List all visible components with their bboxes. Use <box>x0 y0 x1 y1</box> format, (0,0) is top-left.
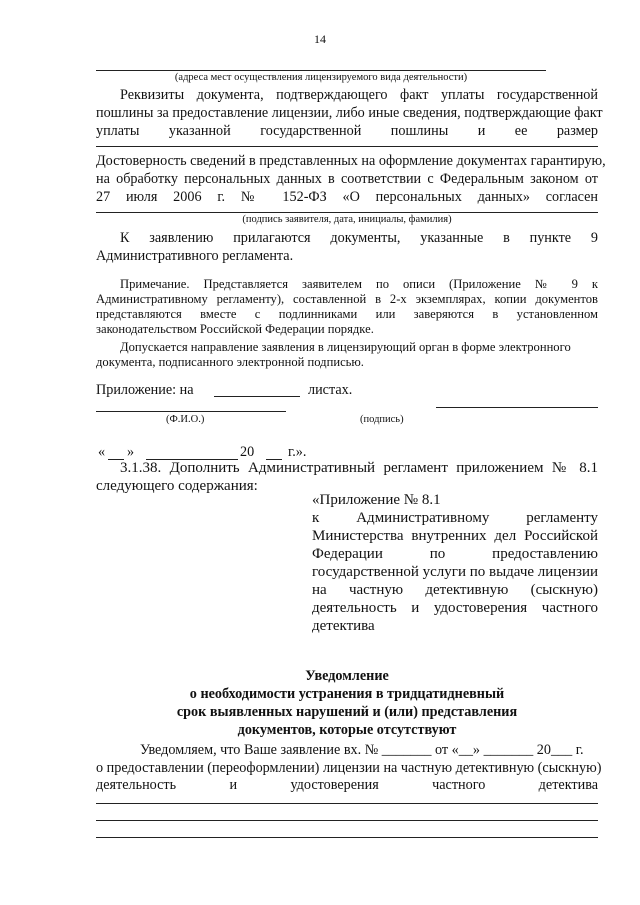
reliability-line-1: Достоверность сведений в представленных на оформление документах гарантирую, <box>96 153 606 169</box>
date-close-quote: » <box>127 444 135 460</box>
header-line-1: «Приложение № 8.1 <box>312 492 441 508</box>
date-year-suffix: г.». <box>288 444 307 460</box>
title-line-1: Уведомление <box>305 668 389 684</box>
title-line-3: срок выявленных нарушений и (или) представления <box>176 704 518 720</box>
electronic-line-1: Допускается направление заявления в лицензирующий орган в форме электронного <box>120 340 571 354</box>
note-line-2: Административному регламенту), составленной в 2-х экземплярах, копии документов <box>96 292 598 306</box>
title-line-2: о необходимости устранения в тридцатидневный <box>189 686 505 702</box>
page-number: 14 <box>314 32 326 46</box>
appendix-pages-blank <box>214 396 300 397</box>
header-line-6: на частную детективную (сыскную) <box>312 582 598 598</box>
blank-line-3 <box>96 837 598 838</box>
header-line-2: к Административному регламенту <box>312 510 598 526</box>
blank-line-2 <box>96 820 598 821</box>
attached-line-1: К заявлению прилагаются документы, указанные в пункте 9 <box>120 230 598 246</box>
header-line-8: детектива <box>312 618 375 634</box>
note-line-4: законодательством Российской Федерации порядке. <box>96 322 374 336</box>
appendix-prefix: Приложение: на <box>96 382 194 398</box>
reliability-line-3: 27 июля 2006 г. № 152-ФЗ «О персональных данных» согласен <box>96 189 598 205</box>
header-line-4: Федерации по предоставлению <box>312 546 598 562</box>
signature-caption: (подпись заявителя, дата, инициалы, фамилия) <box>242 214 452 225</box>
header-line-7: деятельность и удостоверения частного <box>312 600 598 616</box>
address-caption: (адреса мест осуществления лицензируемого вида деятельности) <box>174 72 468 83</box>
appendix-suffix: листах. <box>308 382 353 398</box>
note-line-3: представляются вместе с подлинниками или заверяются в установленном <box>96 307 598 321</box>
amendment-line-2: следующего содержания: <box>96 478 258 494</box>
notify-line-3: деятельность и удостоверения частного детектива <box>96 777 598 793</box>
amendment-line-1: 3.1.38. Дополнить Административный регламент приложением № 8.1 <box>120 460 598 476</box>
fio-underline <box>96 411 286 412</box>
note-line-1: Примечание. Представляется заявителем по описи (Приложение № 9 к <box>120 277 598 291</box>
address-underline <box>96 70 546 71</box>
notify-line-2: о предоставлении (переоформлении) лицензии на частную детективную (сыскную) <box>96 760 602 776</box>
blank-line-1 <box>96 803 598 804</box>
requisites-underline <box>96 146 598 147</box>
sign-caption: (подпись) <box>360 414 404 425</box>
title-line-4: документов, которые отсутствуют <box>237 722 457 738</box>
date-open-quote: « <box>98 444 106 460</box>
requisites-line-1: Реквизиты документа, подтверждающего факт уплаты государственной <box>120 87 598 103</box>
sign-underline <box>436 407 598 408</box>
requisites-line-3: уплаты указанной государственной пошлины и ее размер <box>96 123 598 139</box>
header-line-3: Министерства внутренних дел Российской <box>312 528 598 544</box>
signature-underline <box>96 212 598 213</box>
electronic-line-2: документа, подписанного электронной подписью. <box>96 355 364 369</box>
requisites-line-2: пошлины за предоставление лицензии, либо иные сведения, подтверждающие факт <box>96 105 603 121</box>
attached-line-2: Административного регламента. <box>96 248 294 264</box>
fio-caption: (Ф.И.О.) <box>166 414 205 425</box>
header-line-5: государственной услуги по выдаче лицензии <box>312 564 599 580</box>
notify-line-1: Уведомляем, что Ваше заявление вх. № _______ от «__» _______ 20___ г. <box>140 742 584 758</box>
date-year-prefix: 20 <box>240 444 255 460</box>
reliability-line-2: на обработку персональных данных в соответствии с Федеральным законом от <box>96 171 598 187</box>
